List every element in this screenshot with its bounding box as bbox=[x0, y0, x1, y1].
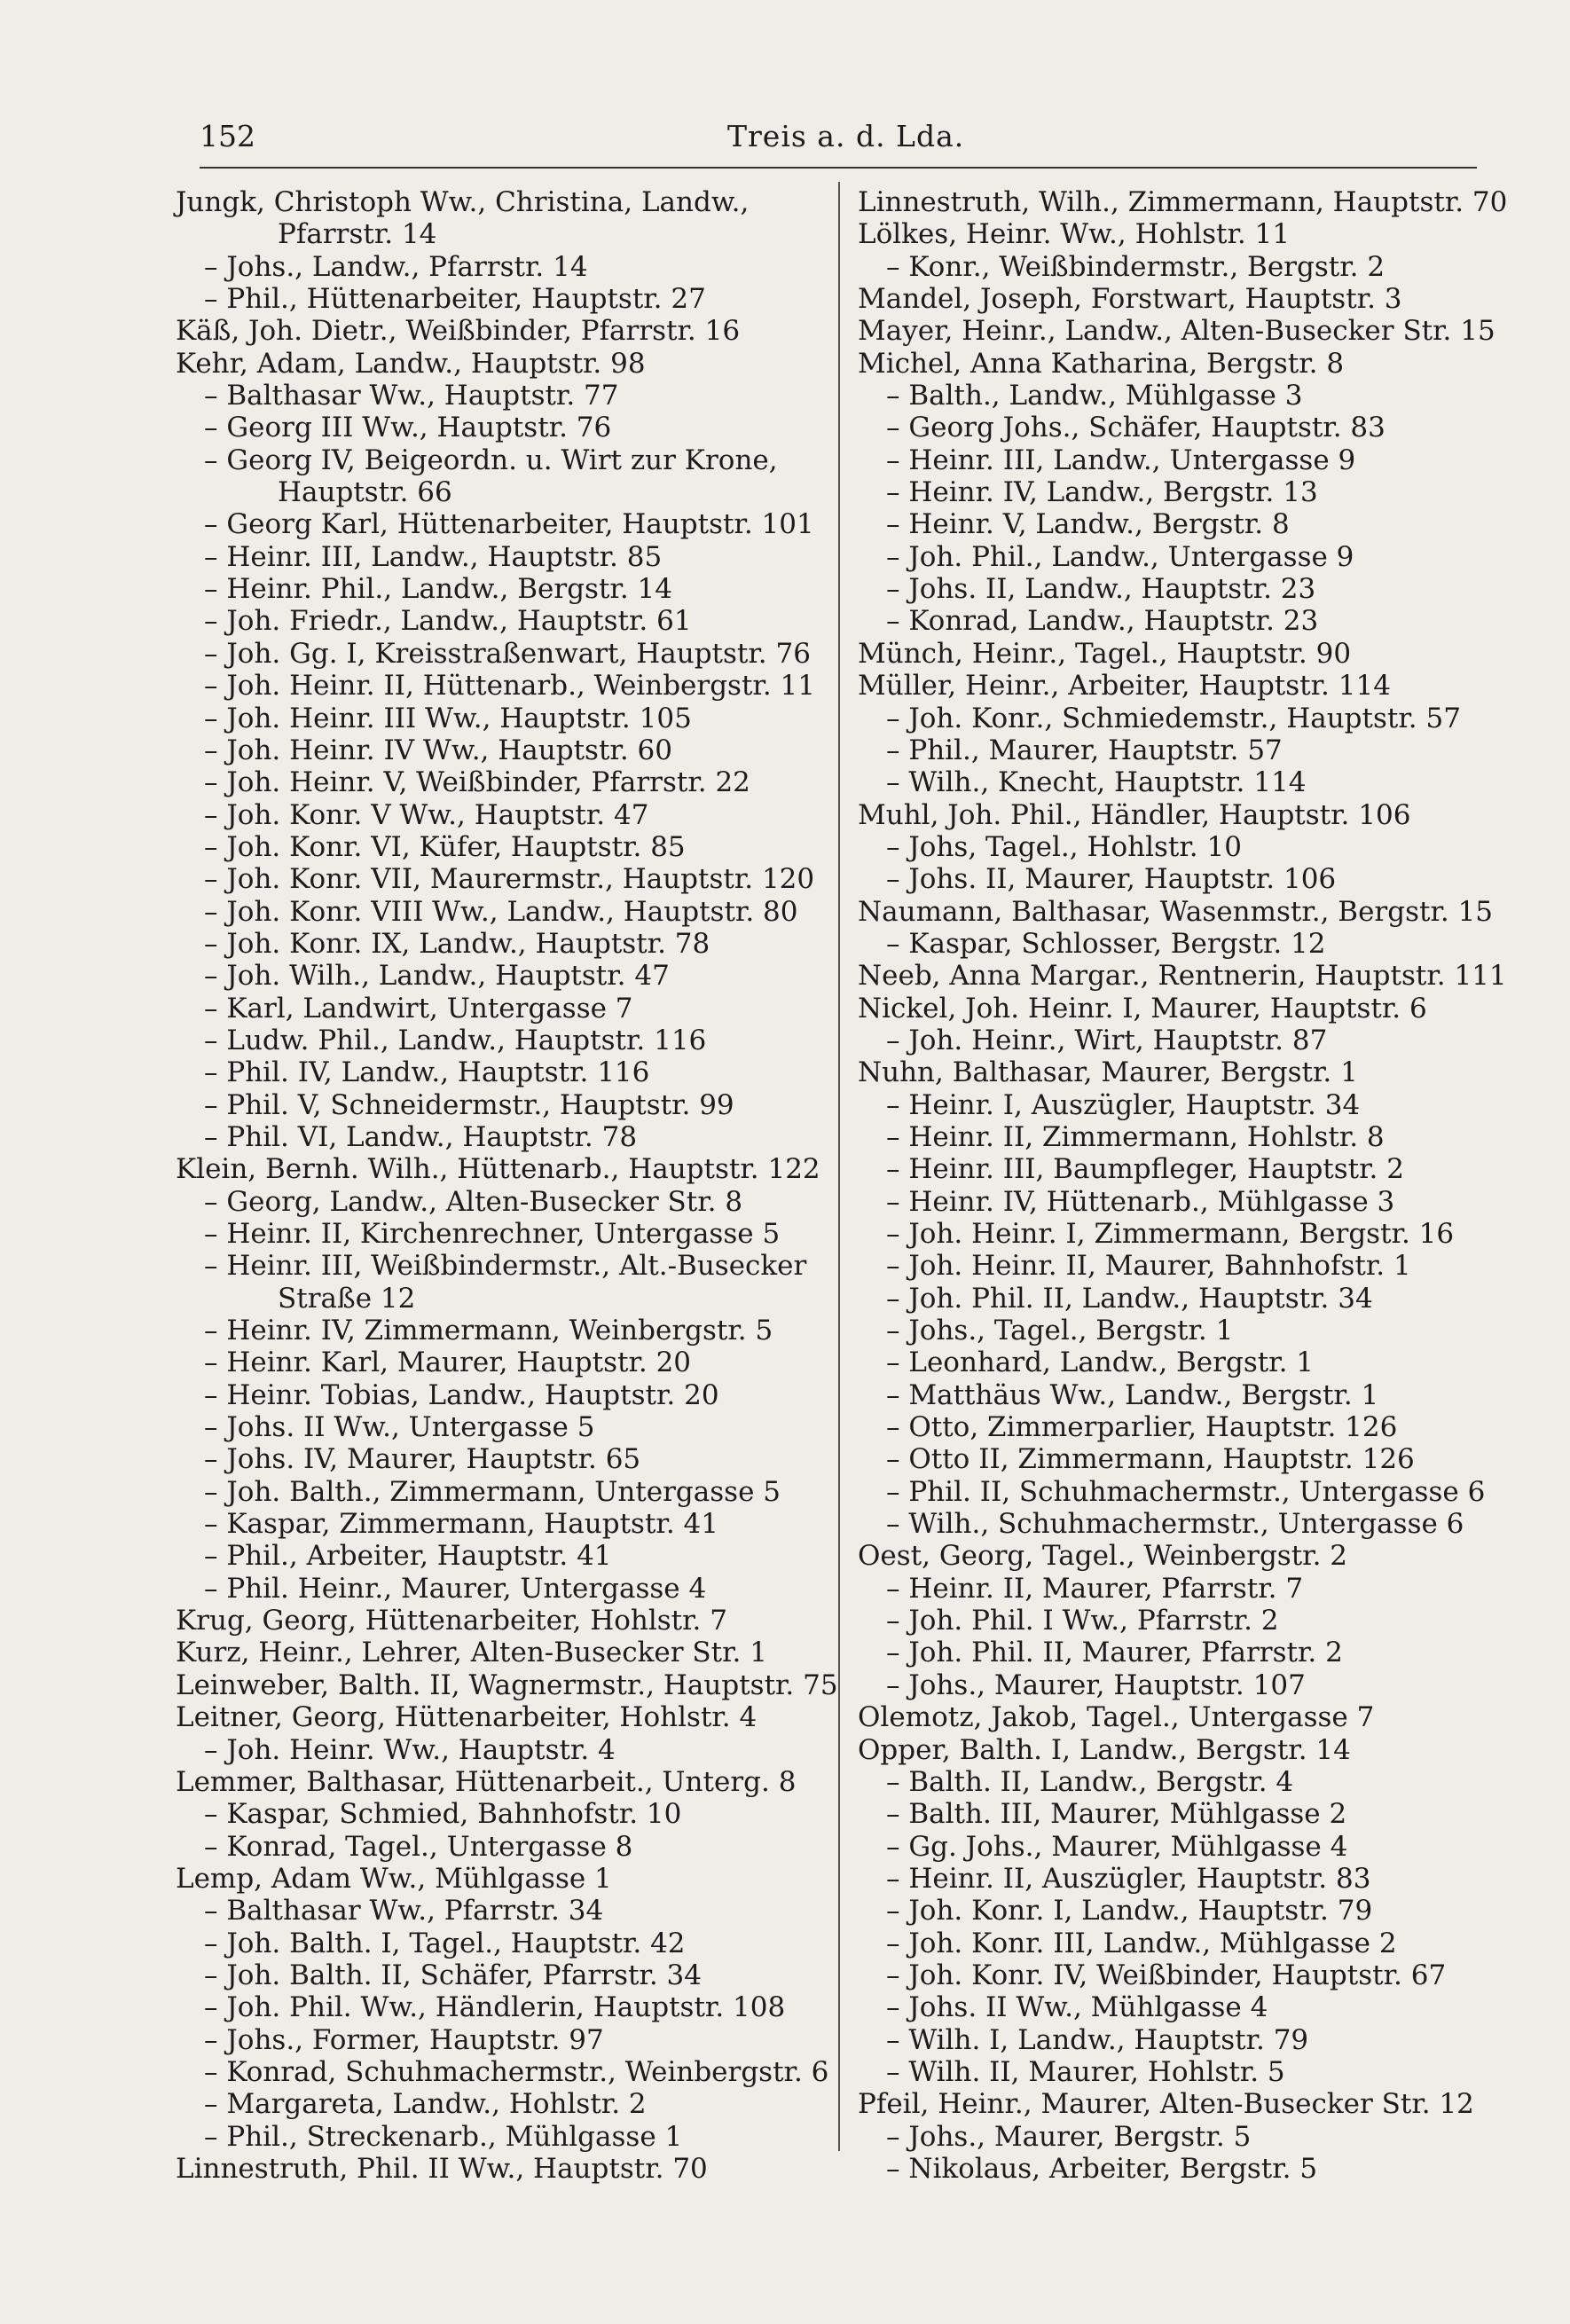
directory-entry: – Konr., Weißbindermstr., Bergstr. 2 bbox=[886, 250, 1386, 283]
directory-entry: – Joh. Balth. I, Tagel., Hauptstr. 42 bbox=[204, 1927, 686, 1959]
directory-entry: – Joh. Heinr. V, Weißbinder, Pfarrstr. 22 bbox=[204, 766, 750, 799]
directory-entry: Lemmer, Balthasar, Hüttenarbeit., Unterg. 8 bbox=[176, 1765, 797, 1798]
directory-entry: – Joh. Heinr. II, Hüttenarb., Weinbergstr. 11 bbox=[204, 670, 815, 703]
directory-entry: – Georg, Landw., Alten-Busecker Str. 8 bbox=[204, 1185, 743, 1218]
directory-entry: – Joh. Konr. III, Landw., Mühlgasse 2 bbox=[886, 1927, 1397, 1959]
directory-entry: – Heinr. I, Auszügler, Hauptstr. 34 bbox=[886, 1088, 1361, 1121]
directory-entry: – Joh. Heinr. I, Zimmermann, Bergstr. 16 bbox=[886, 1218, 1455, 1250]
directory-entry: – Johs. II, Maurer, Hauptstr. 106 bbox=[886, 863, 1337, 896]
directory-entry: – Joh. Phil. Ww., Händlerin, Hauptstr. 108 bbox=[204, 1991, 786, 2024]
directory-entry: Opper, Balth. I, Landw., Bergstr. 14 bbox=[858, 1733, 1351, 1766]
directory-entry: – Heinr. Phil., Landw., Bergstr. 14 bbox=[204, 573, 672, 606]
directory-entry: – Georg Johs., Schäfer, Hauptstr. 83 bbox=[886, 412, 1386, 444]
directory-entry: – Johs., Former, Hauptstr. 97 bbox=[204, 2023, 604, 2056]
directory-entry: Kehr, Adam, Landw., Hauptstr. 98 bbox=[176, 347, 646, 380]
directory-entry: – Wilh. II, Maurer, Hohlstr. 5 bbox=[886, 2055, 1285, 2088]
directory-entry: – Johs., Landw., Pfarrstr. 14 bbox=[204, 250, 588, 283]
directory-entry: Linnestruth, Wilh., Zimmermann, Hauptstr. 70 bbox=[858, 186, 1508, 218]
directory-entry: – Joh. Konr. IX, Landw., Hauptstr. 78 bbox=[204, 927, 710, 960]
directory-entry: – Joh. Heinr. III Ww., Hauptstr. 105 bbox=[204, 702, 692, 734]
directory-entry: – Joh. Balth. II, Schäfer, Pfarrstr. 34 bbox=[204, 1959, 702, 1991]
directory-entry: – Otto II, Zimmermann, Hauptstr. 126 bbox=[886, 1443, 1415, 1476]
directory-entry: – Heinr. Karl, Maurer, Hauptstr. 20 bbox=[204, 1347, 692, 1379]
directory-entry: Lemp, Adam Ww., Mühlgasse 1 bbox=[176, 1862, 612, 1895]
directory-entry: – Joh. Konr., Schmiedemstr., Hauptstr. 57 bbox=[886, 702, 1461, 734]
directory-entry: – Joh. Phil., Landw., Untergasse 9 bbox=[886, 540, 1354, 573]
directory-entry: – Georg IV, Beigeordn. u. Wirt zur Krone, bbox=[204, 444, 778, 476]
directory-entry: Mandel, Joseph, Forstwart, Hauptstr. 3 bbox=[858, 283, 1402, 316]
directory-entry: – Balth., Landw., Mühlgasse 3 bbox=[886, 380, 1303, 412]
directory-entry: – Phil., Maurer, Hauptstr. 57 bbox=[886, 734, 1283, 766]
directory-entry: – Phil. VI, Landw., Hauptstr. 78 bbox=[204, 1120, 638, 1153]
directory-entry: – Phil. V, Schneidermstr., Hauptstr. 99 bbox=[204, 1088, 734, 1121]
directory-entry: Müller, Heinr., Arbeiter, Hauptstr. 114 bbox=[858, 670, 1391, 703]
directory-entry: Oest, Georg, Tagel., Weinbergstr. 2 bbox=[858, 1540, 1348, 1573]
directory-entry: – Johs, Tagel., Hohlstr. 10 bbox=[886, 830, 1242, 863]
directory-entry: Kurz, Heinr., Lehrer, Alten-Busecker Str. 1 bbox=[176, 1637, 767, 1669]
directory-entry: – Kaspar, Zimmermann, Hauptstr. 41 bbox=[204, 1508, 718, 1541]
directory-entry: – Phil., Hüttenarbeiter, Hauptstr. 27 bbox=[204, 283, 706, 316]
directory-entry: – Heinr. II, Auszügler, Hauptstr. 83 bbox=[886, 1862, 1371, 1895]
directory-entry: Olemotz, Jakob, Tagel., Untergasse 7 bbox=[858, 1701, 1375, 1734]
directory-entry: – Wilh., Schuhmachermstr., Untergasse 6 bbox=[886, 1508, 1464, 1541]
directory-entry: – Joh. Heinr. Ww., Hauptstr. 4 bbox=[204, 1733, 616, 1766]
directory-entry: – Heinr. IV, Hüttenarb., Mühlgasse 3 bbox=[886, 1185, 1395, 1218]
directory-entry: – Karl, Landwirt, Untergasse 7 bbox=[204, 992, 633, 1025]
directory-entry: Mayer, Heinr., Landw., Alten-Busecker Str. 15 bbox=[858, 315, 1495, 348]
directory-entry: Klein, Bernh. Wilh., Hüttenarb., Hauptstr. 122 bbox=[176, 1153, 820, 1186]
directory-entry: – Johs. IV, Maurer, Hauptstr. 65 bbox=[204, 1443, 641, 1476]
directory-entry: – Joh. Phil. II, Landw., Hauptstr. 34 bbox=[886, 1282, 1373, 1315]
entry-continuation-line: Hauptstr. 66 bbox=[278, 476, 452, 509]
directory-entry: – Ludw. Phil., Landw., Hauptstr. 116 bbox=[204, 1024, 707, 1056]
directory-entry: Lölkes, Heinr. Ww., Hohlstr. 11 bbox=[858, 218, 1291, 251]
directory-entry: – Heinr. Tobias, Landw., Hauptstr. 20 bbox=[204, 1378, 719, 1411]
page-number: 152 bbox=[200, 119, 255, 153]
directory-entry: Nuhn, Balthasar, Maurer, Bergstr. 1 bbox=[858, 1056, 1358, 1089]
directory-entry: – Kaspar, Schlosser, Bergstr. 12 bbox=[886, 927, 1326, 960]
directory-entry: – Konrad, Landw., Hauptstr. 23 bbox=[886, 605, 1319, 638]
directory-entry: – Otto, Zimmerparlier, Hauptstr. 126 bbox=[886, 1411, 1398, 1444]
directory-entry: – Gg. Johs., Maurer, Mühlgasse 4 bbox=[886, 1830, 1348, 1863]
directory-entry: – Joh. Friedr., Landw., Hauptstr. 61 bbox=[204, 605, 692, 638]
directory-entry: – Balthasar Ww., Hauptstr. 77 bbox=[204, 380, 619, 412]
directory-entry: – Johs., Tagel., Bergstr. 1 bbox=[886, 1315, 1234, 1347]
directory-entry: – Joh. Gg. I, Kreisstraßenwart, Hauptstr. 76 bbox=[204, 637, 811, 670]
directory-entry: – Heinr. III, Weißbindermstr., Alt.-Busecker bbox=[204, 1250, 807, 1283]
directory-entry: Münch, Heinr., Tagel., Hauptstr. 90 bbox=[858, 637, 1352, 670]
directory-entry: Leitner, Georg, Hüttenarbeiter, Hohlstr. 4 bbox=[176, 1701, 758, 1734]
directory-entry: – Kaspar, Schmied, Bahnhofstr. 10 bbox=[204, 1798, 682, 1831]
directory-entry: – Leonhard, Landw., Bergstr. 1 bbox=[886, 1347, 1315, 1379]
directory-entry: Leinweber, Balth. II, Wagnermstr., Hauptstr. 75 bbox=[176, 1668, 838, 1701]
directory-entry: Muhl, Joh. Phil., Händler, Hauptstr. 106 bbox=[858, 798, 1411, 831]
directory-entry: – Balth. II, Landw., Bergstr. 4 bbox=[886, 1765, 1294, 1798]
directory-entry: – Balthasar Ww., Pfarrstr. 34 bbox=[204, 1895, 604, 1928]
right-column bbox=[858, 186, 1508, 2185]
directory-entry: – Joh. Heinr., Wirt, Hauptstr. 87 bbox=[886, 1024, 1328, 1056]
directory-entry: – Joh. Wilh., Landw., Hauptstr. 47 bbox=[204, 960, 670, 993]
directory-entry: – Phil., Arbeiter, Hauptstr. 41 bbox=[204, 1540, 612, 1573]
entry-continuation-line: Straße 12 bbox=[278, 1282, 416, 1315]
directory-entry: – Johs., Maurer, Bergstr. 5 bbox=[886, 2120, 1252, 2153]
directory-entry: Neeb, Anna Margar., Rentnerin, Hauptstr. 111 bbox=[858, 960, 1507, 993]
directory-entry: – Joh. Konr. V Ww., Hauptstr. 47 bbox=[204, 798, 649, 831]
directory-entry: – Margareta, Landw., Hohlstr. 2 bbox=[204, 2088, 647, 2121]
directory-entry: – Heinr. IV, Zimmermann, Weinbergstr. 5 bbox=[204, 1315, 773, 1347]
directory-entry: – Konrad, Tagel., Untergasse 8 bbox=[204, 1830, 633, 1863]
directory-entry: Linnestruth, Phil. II Ww., Hauptstr. 70 bbox=[176, 2152, 708, 2185]
page-header bbox=[200, 114, 1477, 169]
directory-entry: – Joh. Heinr. II, Maurer, Bahnhofstr. 1 bbox=[886, 1250, 1411, 1283]
directory-entry: Nickel, Joh. Heinr. I, Maurer, Hauptstr. 6 bbox=[858, 992, 1427, 1025]
directory-entry: – Johs., Maurer, Hauptstr. 107 bbox=[886, 1668, 1306, 1701]
directory-entry: – Joh. Heinr. IV Ww., Hauptstr. 60 bbox=[204, 734, 672, 766]
directory-entry: – Joh. Konr. VI, Küfer, Hauptstr. 85 bbox=[204, 830, 686, 863]
directory-entry: – Johs. II Ww., Mühlgasse 4 bbox=[886, 1991, 1268, 2024]
directory-entry: Käß, Joh. Dietr., Weißbinder, Pfarrstr. 16 bbox=[176, 315, 741, 348]
directory-entry: – Georg III Ww., Hauptstr. 76 bbox=[204, 412, 612, 444]
entry-continuation-line: Pfarrstr. 14 bbox=[278, 218, 437, 251]
directory-entry: – Heinr. IV, Landw., Bergstr. 13 bbox=[886, 476, 1318, 509]
directory-entry: Jungk, Christoph Ww., Christina, Landw., bbox=[176, 186, 750, 218]
directory-entry: – Balth. III, Maurer, Mühlgasse 2 bbox=[886, 1798, 1347, 1831]
directory-entry: – Joh. Konr. I, Landw., Hauptstr. 79 bbox=[886, 1895, 1373, 1928]
directory-entry: – Johs. II Ww., Untergasse 5 bbox=[204, 1411, 595, 1444]
directory-entry: – Joh. Phil. II, Maurer, Pfarrstr. 2 bbox=[886, 1637, 1343, 1669]
directory-entry: – Phil. II, Schuhmachermstr., Untergasse 6 bbox=[886, 1475, 1486, 1508]
directory-entry: – Joh. Balth., Zimmermann, Untergasse 5 bbox=[204, 1475, 781, 1508]
directory-entry: Pfeil, Heinr., Maurer, Alten-Busecker Str. 12 bbox=[858, 2088, 1474, 2121]
directory-entry: – Joh. Konr. VIII Ww., Landw., Hauptstr. 80 bbox=[204, 895, 798, 928]
directory-entry: Naumann, Balthasar, Wasenmstr., Bergstr. 15 bbox=[858, 895, 1494, 928]
directory-entry: – Heinr. III, Landw., Untergasse 9 bbox=[886, 444, 1356, 476]
directory-entry: – Heinr. III, Baumpfleger, Hauptstr. 2 bbox=[886, 1153, 1404, 1186]
directory-entry: – Wilh., Knecht, Hauptstr. 114 bbox=[886, 766, 1307, 799]
directory-entry: – Joh. Konr. VII, Maurermstr., Hauptstr. 120 bbox=[204, 863, 815, 896]
column-divider bbox=[838, 182, 840, 2151]
directory-entry: – Phil. IV, Landw., Hauptstr. 116 bbox=[204, 1056, 650, 1089]
left-column bbox=[176, 186, 838, 2185]
running-title: Treis a. d. Lda. bbox=[727, 119, 965, 153]
directory-entry: – Heinr. II, Kirchenrechner, Untergasse 5 bbox=[204, 1218, 781, 1250]
directory-entry: Krug, Georg, Hüttenarbeiter, Hohlstr. 7 bbox=[176, 1605, 727, 1637]
directory-entry: – Johs. II, Landw., Hauptstr. 23 bbox=[886, 573, 1316, 606]
directory-entry: – Heinr. II, Maurer, Pfarrstr. 7 bbox=[886, 1572, 1304, 1605]
directory-entry: – Heinr. II, Zimmermann, Hohlstr. 8 bbox=[886, 1120, 1385, 1153]
directory-entry: – Matthäus Ww., Landw., Bergstr. 1 bbox=[886, 1378, 1379, 1411]
directory-entry: – Konrad, Schuhmachermstr., Weinbergstr. 6 bbox=[204, 2055, 829, 2088]
directory-entry: – Joh. Konr. IV, Weißbinder, Hauptstr. 67 bbox=[886, 1959, 1447, 1991]
directory-entry: Michel, Anna Katharina, Bergstr. 8 bbox=[858, 347, 1345, 380]
directory-entry: – Heinr. V, Landw., Bergstr. 8 bbox=[886, 508, 1290, 541]
directory-entry: – Phil. Heinr., Maurer, Untergasse 4 bbox=[204, 1572, 707, 1605]
directory-entry: – Georg Karl, Hüttenarbeiter, Hauptstr. 101 bbox=[204, 508, 814, 541]
directory-entry: – Joh. Phil. I Ww., Pfarrstr. 2 bbox=[886, 1605, 1279, 1637]
directory-entry: – Nikolaus, Arbeiter, Bergstr. 5 bbox=[886, 2152, 1318, 2185]
directory-entry: – Heinr. III, Landw., Hauptstr. 85 bbox=[204, 540, 663, 573]
directory-entry: – Wilh. I, Landw., Hauptstr. 79 bbox=[886, 2023, 1309, 2056]
directory-entry: – Phil., Streckenarb., Mühlgasse 1 bbox=[204, 2120, 683, 2153]
